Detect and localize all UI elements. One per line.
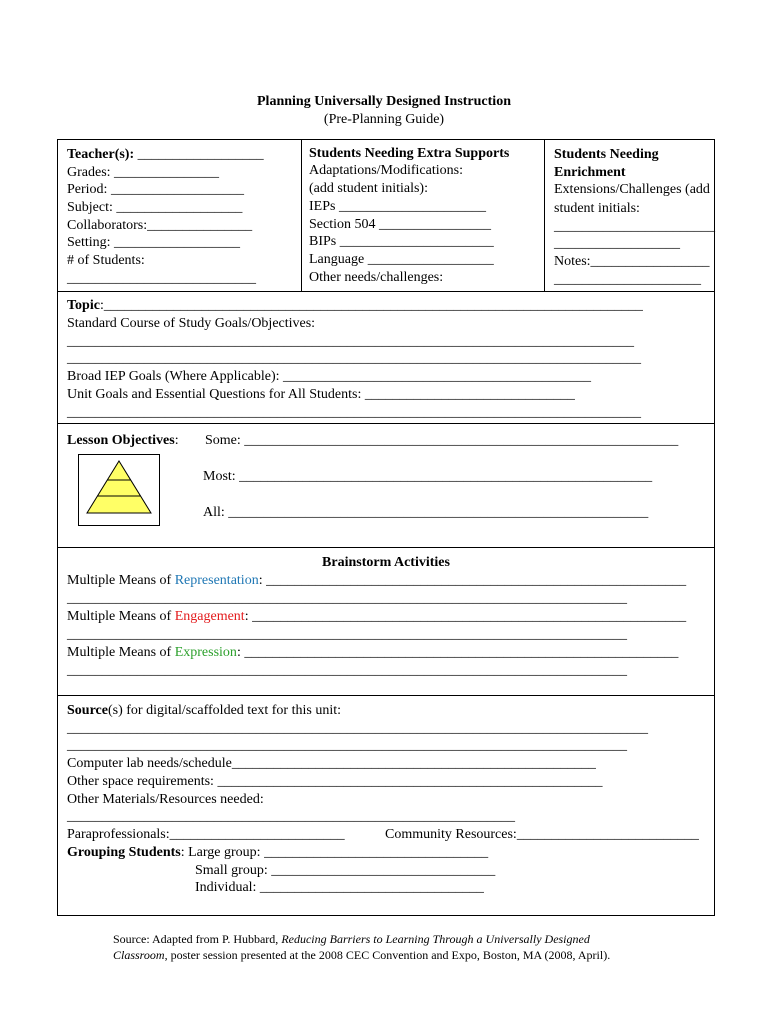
enrichment-title-2: Enrichment	[554, 165, 626, 180]
collaborators-field[interactable]: Collaborators:_______________	[67, 218, 253, 233]
engagement-field[interactable]: : ______________________________________________________________	[244, 609, 687, 624]
objectives-most-field[interactable]: Most: ___________________________________________________________	[203, 469, 653, 484]
extra-supports-column	[309, 140, 541, 291]
extra-supports-title: Students Needing Extra Supports	[309, 146, 510, 161]
representation-label: Representation	[174, 573, 259, 588]
standard-goals-label: Standard Course of Study Goals/Objectives:	[67, 316, 316, 331]
grades-field[interactable]: Grades: _______________	[67, 165, 220, 180]
enrichment-line-2[interactable]: __________________	[554, 236, 680, 251]
computer-lab-field[interactable]: Computer lab needs/schedule____________________________________________________	[67, 756, 596, 771]
initials-label: (add student initials):	[309, 181, 428, 196]
brainstorm-title: Brainstorm Activities	[322, 555, 450, 570]
source-line-2[interactable]: ________________________________________________________________________________	[67, 738, 627, 753]
topic-label: Topic	[67, 298, 100, 313]
students-count-field[interactable]: ___________________________	[67, 271, 256, 286]
large-group-field[interactable]: : Large group: ________________________________	[180, 845, 489, 860]
representation-prefix: Multiple Means of	[67, 573, 175, 588]
teacher-field[interactable]: __________________	[134, 147, 264, 162]
objectives-some-field[interactable]: Some: ______________________________________________________________	[205, 433, 679, 448]
enrichment-line-1[interactable]: _______________________	[554, 219, 715, 234]
expression-prefix: Multiple Means of	[67, 645, 175, 660]
enrichment-title-1: Students Needing	[554, 147, 659, 162]
paraprofessionals-field[interactable]: Paraprofessionals:_________________________	[67, 827, 345, 842]
topic-field[interactable]: :_____________________________________________________________________________	[99, 298, 643, 313]
source-citation: Source: Adapted from P. Hubbard, Reducing Barriers to Learning Through a Universally Designed Classroom, poster session presented at the 2008 CEC Convention and Expo, Boston, MA (2008, April).	[113, 932, 611, 962]
iep-goals-field[interactable]: Broad IEP Goals (Where Applicable): ____________________________________________	[67, 369, 592, 384]
period-field[interactable]: Period: ___________________	[67, 182, 244, 197]
materials-field[interactable]: ________________________________________________________________	[67, 809, 515, 824]
subject-field[interactable]: Subject: __________________	[67, 200, 243, 215]
source-text-label: (s) for digital/scaffolded text for this unit:	[107, 703, 341, 718]
enrichment-column	[554, 140, 715, 291]
engagement-label: Engagement	[174, 609, 245, 624]
small-group-field[interactable]: Small group: ________________________________	[195, 863, 496, 878]
expression-line-2[interactable]: ________________________________________________________________________________	[67, 663, 627, 678]
section-504-field[interactable]: Section 504 ________________	[309, 217, 491, 232]
topic-section	[58, 292, 714, 424]
standard-goals-line-1[interactable]: _________________________________________________________________________________	[67, 334, 634, 349]
notes-line-2[interactable]: _____________________	[554, 272, 701, 287]
source-label: Source	[67, 703, 108, 718]
page-subtitle: (Pre-Planning Guide)	[323, 112, 445, 127]
other-needs-field[interactable]: Other needs/challenges:	[309, 270, 444, 285]
pyramid-frame	[78, 454, 160, 526]
initials-label-2: student initials:	[554, 201, 640, 216]
unit-goals-field[interactable]: Unit Goals and Essential Questions for All Students: ______________________________	[67, 387, 575, 402]
expression-label: Expression	[174, 645, 237, 660]
notes-field[interactable]: Notes:_________________	[554, 254, 710, 269]
unit-goals-line-2[interactable]: __________________________________________________________________________________	[67, 405, 641, 420]
representation-field[interactable]: : ____________________________________________________________	[258, 573, 687, 588]
planning-form	[57, 139, 715, 916]
brainstorm-section	[58, 548, 714, 696]
community-resources-field[interactable]: Community Resources:__________________________	[385, 827, 699, 842]
teacher-column	[67, 140, 297, 291]
expression-field[interactable]: : ______________________________________________________________	[236, 645, 679, 660]
space-requirements-field[interactable]: Other space requirements: _______________________________________________________	[67, 774, 603, 789]
individual-field[interactable]: Individual: ________________________________	[195, 880, 484, 895]
adaptations-label: Adaptations/Modifications:	[309, 163, 463, 178]
source-line-1[interactable]: ___________________________________________________________________________________	[67, 721, 648, 736]
lesson-objectives-label: Lesson Objectives:	[67, 433, 179, 448]
engagement-prefix: Multiple Means of	[67, 609, 175, 624]
bips-field[interactable]: BIPs ______________________	[309, 234, 494, 249]
standard-goals-line-2[interactable]: __________________________________________________________________________________	[67, 351, 641, 366]
representation-line-2[interactable]: ________________________________________________________________________________	[67, 591, 627, 606]
teacher-label: Teacher(s):	[67, 147, 135, 162]
pyramid-icon	[79, 455, 159, 525]
students-count-label: # of Students:	[67, 253, 145, 268]
info-section	[58, 140, 714, 292]
page-title: Planning Universally Designed Instruction	[257, 94, 511, 109]
setting-field[interactable]: Setting: __________________	[67, 235, 241, 250]
resources-section	[58, 696, 714, 915]
engagement-line-2[interactable]: ________________________________________________________________________________	[67, 627, 627, 642]
grouping-label: Grouping Students	[67, 845, 181, 860]
extensions-label: Extensions/Challenges (add	[554, 182, 710, 197]
objectives-all-field[interactable]: All: ____________________________________________________________	[203, 505, 649, 520]
language-field[interactable]: Language __________________	[309, 252, 494, 267]
lesson-objectives-section	[58, 424, 714, 548]
ieps-field[interactable]: IEPs _____________________	[309, 199, 486, 214]
materials-label: Other Materials/Resources needed:	[67, 792, 264, 807]
